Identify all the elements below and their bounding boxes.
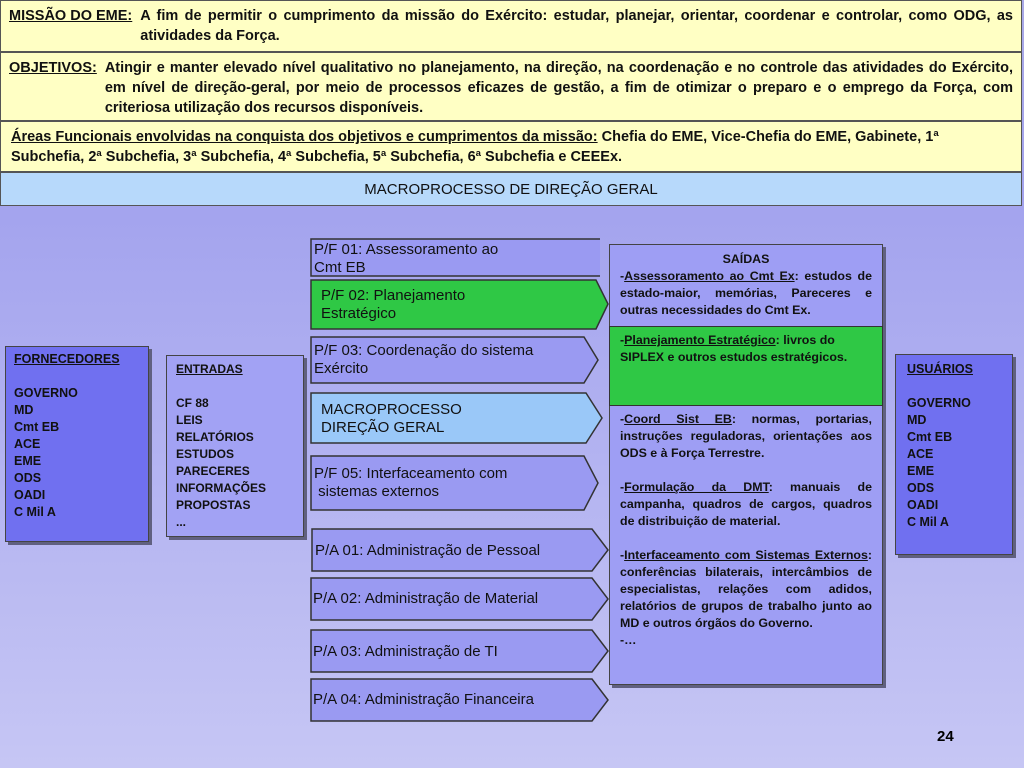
- entrada-item: ESTUDOS: [176, 447, 235, 461]
- process-macro: [310, 392, 605, 446]
- saida-4-text: : manuais de campanha, quadros de cargos, quadros de distribuição de material.: [620, 480, 872, 528]
- saida-ellipsis: -…: [620, 633, 637, 647]
- usuario-item: OADI: [907, 498, 939, 512]
- entrada-item: RELATÓRIOS: [176, 430, 254, 444]
- pf02-line1: P/F 02: Planejamento: [321, 287, 466, 304]
- saida-2-box: -Planejamento Estratégico: livros do SIPLEX e outros estudos estratégicos.: [609, 326, 883, 406]
- macro-line2: DIREÇÃO GERAL: [321, 419, 445, 436]
- entrada-item: LEIS: [176, 413, 203, 427]
- missao-row: [0, 0, 1022, 52]
- saida-4: -Formulação da DMT: manuais de campanha, quadros de cargos, quadros de distribuição de material.: [620, 480, 872, 528]
- process-pf02: [310, 279, 610, 331]
- saida-5-label: Interfaceamento com Sistemas Externos: [624, 548, 868, 562]
- fornecedor-item: GOVERNO: [14, 386, 78, 400]
- saida-2-text: : livros do SIPLEX e outros estudos estratégicos.: [620, 333, 848, 364]
- usuario-item: C Mil A: [907, 515, 949, 529]
- fornecedor-item: EME: [14, 454, 42, 468]
- pf05-line1: P/F 05: Interfaceamento com: [314, 465, 508, 482]
- entrada-item: CF 88: [176, 396, 209, 410]
- entradas-box: [166, 355, 304, 537]
- fornecedor-item: OADI: [14, 488, 46, 502]
- saida-3: -Coord Sist EB: normas, portarias, instruções reguladoras, orientações aos ODS e à Força Terrestre.: [620, 412, 872, 460]
- usuario-item: EME: [907, 464, 935, 478]
- fornecedor-item: ODS: [14, 471, 42, 485]
- areas-text: Chefia do EME, Vice-Chefia do EME, Gabinete, 1ª Subchefia, 2ª Subchefia, 3ª Subchefia, 4ª Subchefia, 5ª Subchefia, 6ª Subchefia e CEEEx.: [11, 129, 939, 165]
- missao-text: A fim de permitir o cumprimento da missão do Exército: estudar, planejar, orientar, coordenar e controlar, como ODG, as atividades da Força.: [140, 8, 1013, 44]
- saida-1: -Assessoramento ao Cmt Ex: estudos de estado-maior, memórias, Pareceres e outras necessidades do Cmt Ex.: [620, 269, 872, 317]
- page-number: 24: [937, 728, 954, 745]
- pa02-label: P/A 02: Administração de Material: [313, 590, 539, 607]
- usuario-item: Cmt EB: [907, 430, 953, 444]
- usuarios-box: [895, 354, 1013, 555]
- saida-5: -Interfaceamento com Sistemas Externos: conferências bilaterais, intercâmbios de especialistas, relações com adidos, relatórios de grupos de trabalho junto ao MD e outros órgãos do Governo.: [620, 548, 872, 630]
- macro-line1: MACROPROCESSO: [321, 401, 462, 418]
- pf03-line2: Exército: [314, 360, 369, 377]
- entrada-item: PROPOSTAS: [176, 498, 251, 512]
- usuarios-title: USUÁRIOS: [907, 362, 973, 376]
- fornecedores-title: FORNECEDORES: [14, 352, 120, 366]
- areas-row: [0, 121, 1022, 172]
- usuario-item: GOVERNO: [907, 396, 971, 410]
- areas-label: Áreas Funcionais envolvidas na conquista dos objetivos e cumprimentos da missão:: [11, 129, 598, 145]
- missao-label: MISSÃO DO EME:: [9, 8, 133, 24]
- entradas-title: ENTRADAS: [176, 362, 243, 376]
- pf01-line2: Cmt EB: [314, 259, 366, 276]
- usuario-item: MD: [907, 413, 927, 427]
- usuario-item: ODS: [907, 481, 935, 495]
- saida-3-text: : normas, portarias, instruções reguladoras, orientações aos ODS e à Força Terrestre.: [620, 412, 872, 460]
- objetivos-text: Atingir e manter elevado nível qualitativo no planejamento, na direção, na coordenação e no controle das atividades do Exército, em nível de direção-geral, por meio de processos eficazes de gestão, a fim de otimizar o preparo e o emprego da Força, com criteriosa utilização dos recursos disponíveis.: [104, 60, 1013, 116]
- process-pa02: [310, 577, 610, 623]
- fornecedor-item: ACE: [14, 437, 41, 451]
- pf01-line1: P/F 01: Assessoramento ao: [314, 241, 499, 258]
- fornecedores-box: [5, 346, 149, 542]
- fornecedor-item: Cmt EB: [14, 420, 60, 434]
- pf02-line2: Estratégico: [321, 305, 397, 322]
- process-pf01: [310, 238, 600, 278]
- process-pa04: [310, 678, 610, 724]
- fornecedor-item: C Mil A: [14, 505, 56, 519]
- saida-5-text: : conferências bilaterais, intercâmbios de especialistas, relações com adidos, relatórios de grupos de trabalho junto ao MD e outros órgãos do Governo.: [620, 548, 872, 630]
- entrada-item: PARECERES: [176, 464, 250, 478]
- pa03-label: P/A 03: Administração de TI: [313, 643, 498, 660]
- process-pa01: [311, 528, 611, 574]
- saidas-box: [609, 244, 883, 685]
- entrada-item: ...: [176, 515, 187, 529]
- saida-4-label: Formulação da DMT: [624, 480, 769, 494]
- saida-1-text: : estudos de estado-maior, memórias, Pareceres e outras necessidades do Cmt Ex.: [620, 269, 872, 317]
- saida-2-label: Planejamento Estratégico: [624, 333, 776, 347]
- usuario-item: ACE: [907, 447, 934, 461]
- pf05-line2: sistemas externos: [314, 483, 440, 500]
- saida-3-label: Coord Sist EB: [624, 412, 732, 426]
- objetivos-row: [0, 52, 1022, 121]
- pa04-label: P/A 04: Administração Financeira: [313, 691, 534, 708]
- process-pa03: [310, 629, 610, 675]
- pa01-label: P/A 01: Administração de Pessoal: [315, 542, 541, 559]
- process-pf05: [310, 455, 600, 513]
- process-pf03: [310, 336, 600, 386]
- pf03-line1: P/F 03: Coordenação do sistema: [314, 342, 534, 359]
- entrada-item: INFORMAÇÕES: [176, 481, 266, 495]
- fornecedor-item: MD: [14, 403, 34, 417]
- macro-title: MACROPROCESSO DE DIREÇÃO GERAL: [0, 172, 1022, 206]
- saidas-title: SAÍDAS: [722, 252, 770, 266]
- saida-1-label: Assessoramento ao Cmt Ex: [624, 269, 795, 283]
- objetivos-label: OBJETIVOS:: [9, 60, 97, 76]
